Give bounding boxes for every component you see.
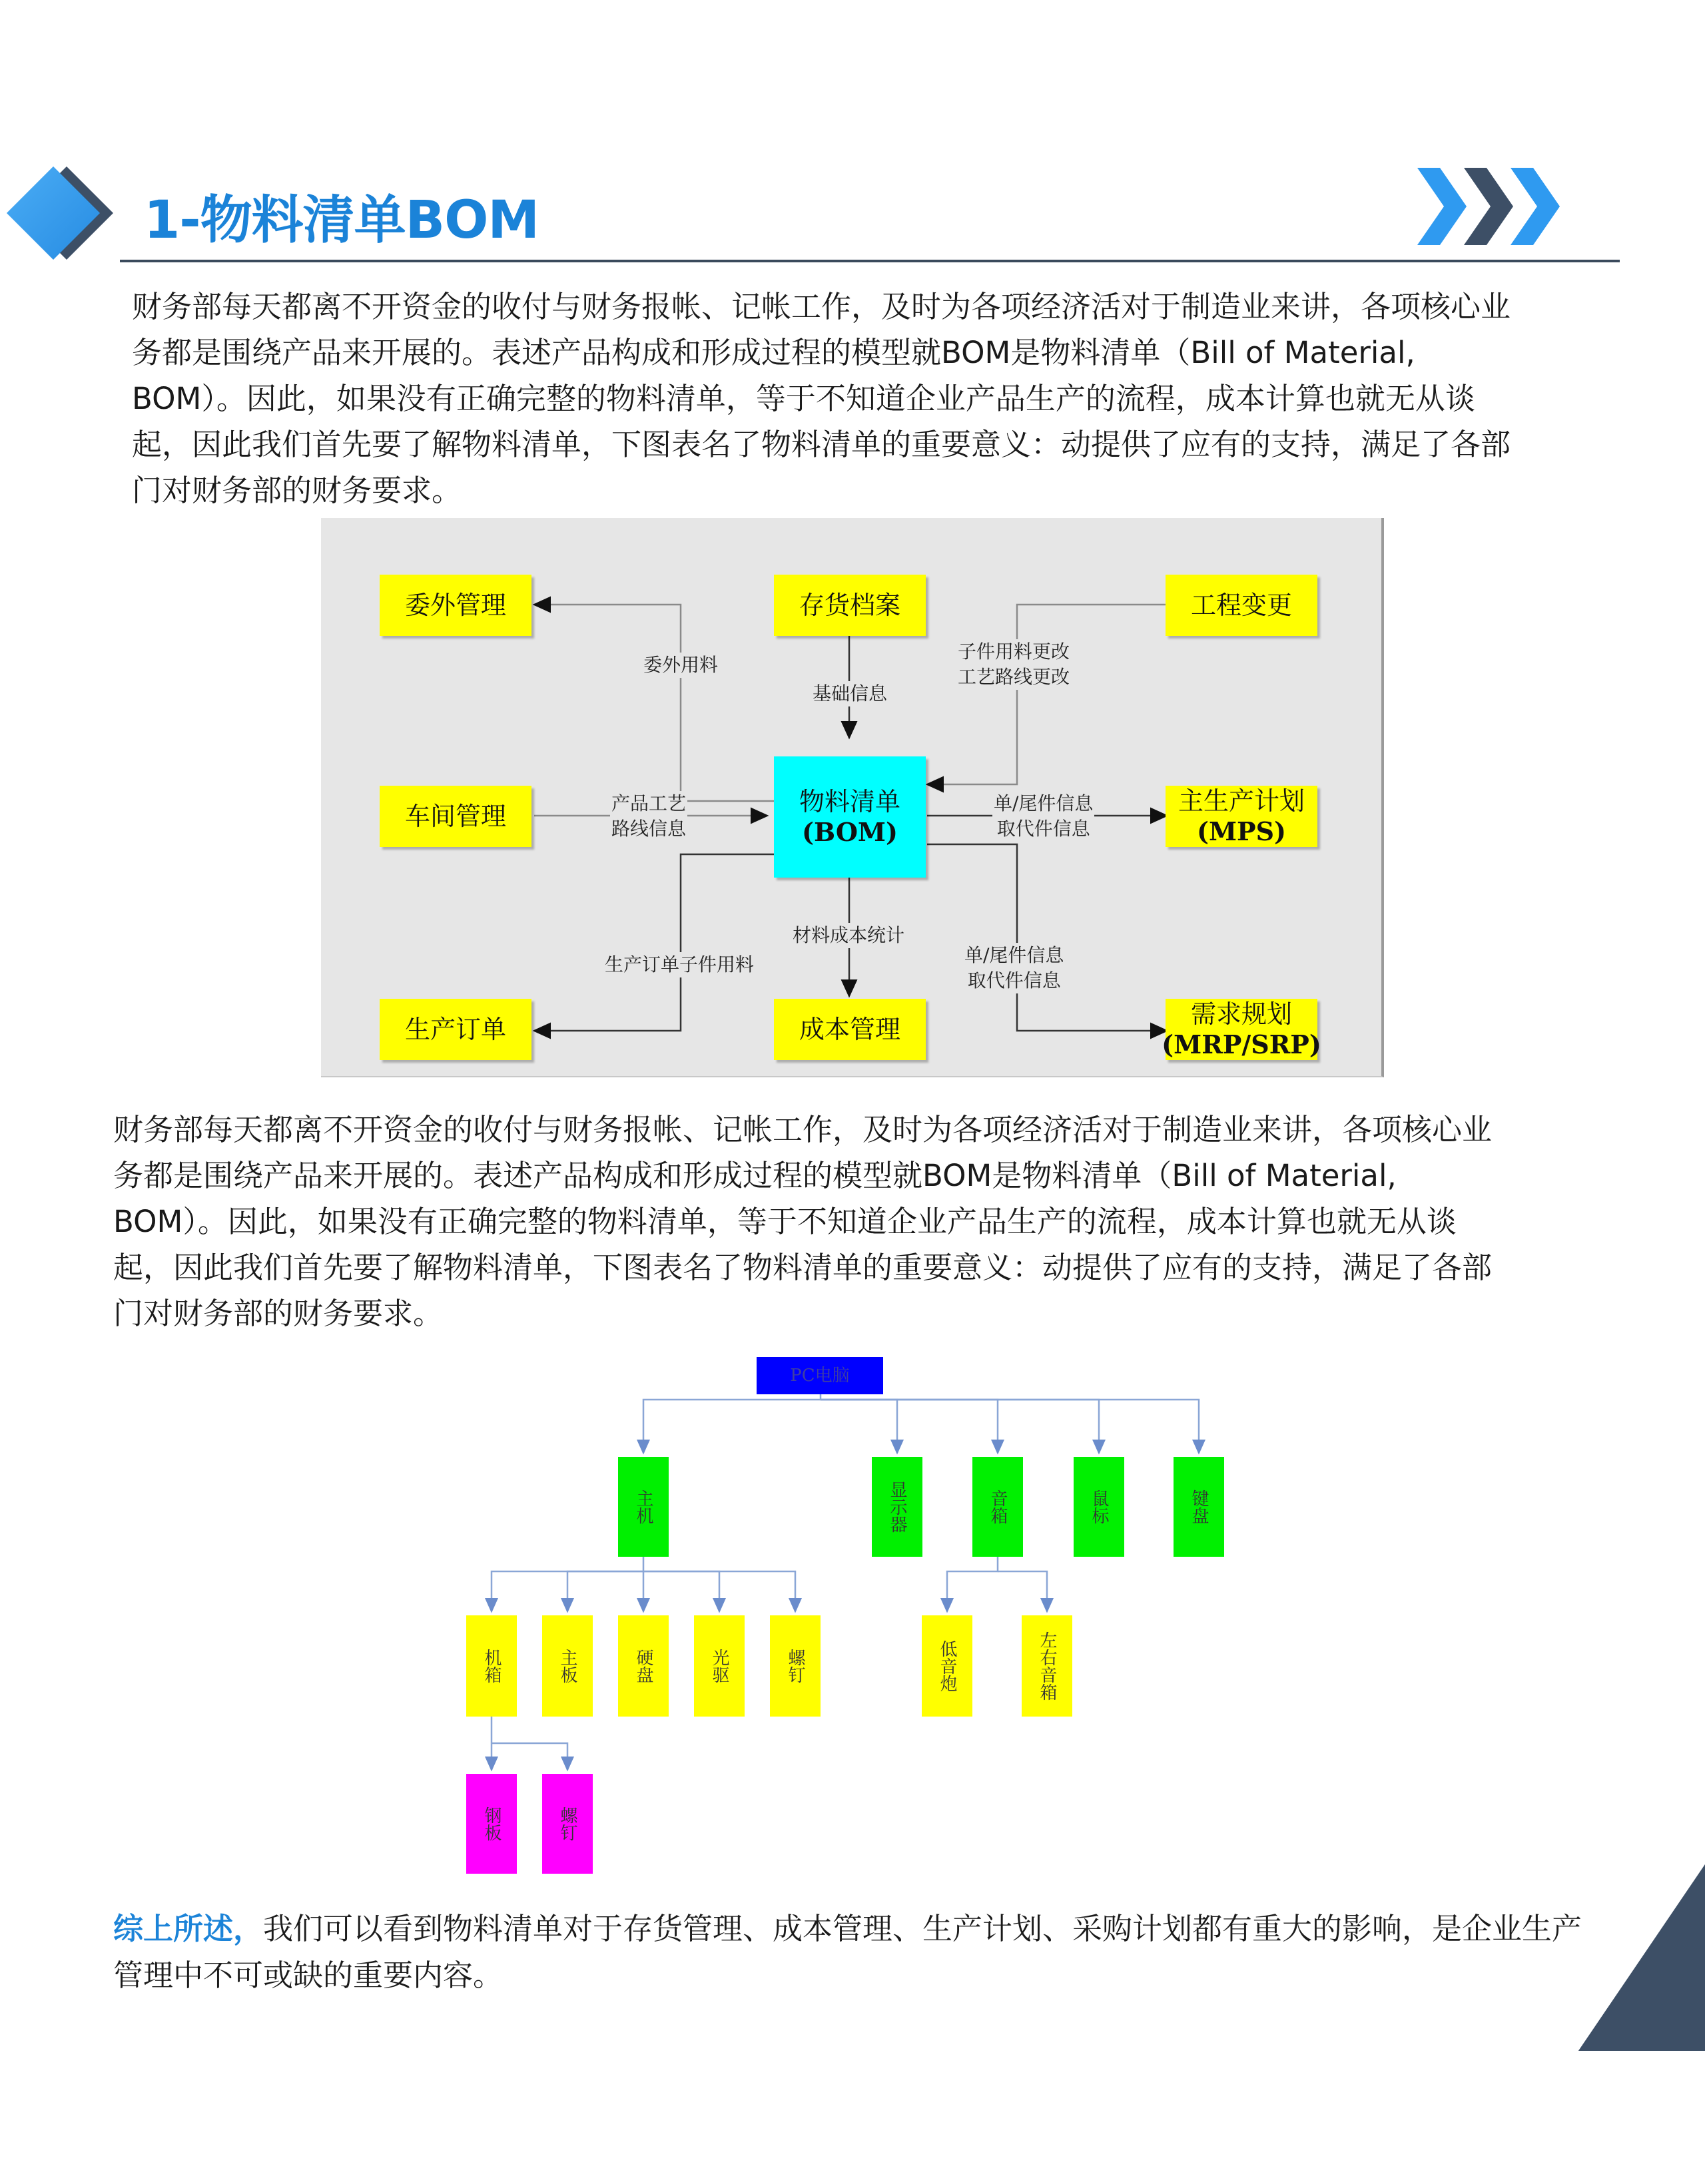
edge-label-mrp-info (963, 943, 1065, 993)
paragraph-line: 门对财务部的财务要求。 (132, 473, 462, 508)
node-label: 委外管理 (404, 591, 506, 620)
node-outsourcing (380, 575, 531, 636)
node-label: 存货档案 (799, 591, 900, 620)
node-label: 鼠标 (1089, 1490, 1109, 1524)
edge-label-route-info (610, 791, 687, 842)
node-inventory (774, 575, 926, 636)
edge-label-cost-stats: 材料成本统计 (791, 923, 906, 948)
summary-highlight: 综上所述， (113, 1911, 264, 1946)
paragraph-line: BOM）。因此，如果没有正确完整的物料清单，等于不知道企业产品生产的流程，成本计算也就无从谈 (132, 381, 1475, 416)
paragraph-line: 财务部每天都离不开资金的收付与财务报帐、记帐工作，及时为各项经济活对于制造业来讲，各项核心业 (132, 289, 1511, 324)
edge-label-basic-info: 基础信息 (811, 681, 888, 706)
node-label: 键盘 (1189, 1490, 1209, 1524)
node-mrp (1162, 999, 1321, 1060)
node-label: 成本管理 (799, 1015, 900, 1044)
node-label: 机箱 (482, 1649, 502, 1683)
node-label: 工程变更 (1190, 591, 1292, 620)
paragraph-line: 务都是围绕产品来开展的。表述产品构成和形成过程的模型就BOM是物料清单（Bill of Material, (113, 1158, 1397, 1193)
intro-paragraph-1 (132, 284, 1609, 513)
node-label: 硬盘 (633, 1649, 653, 1683)
tree-node-host (618, 1457, 669, 1557)
tree-node-optical-drive (694, 1615, 745, 1717)
pc-bom-tree-diagram (453, 1352, 1252, 1884)
edge-label-line: 产品工艺 (611, 792, 687, 814)
node-label: 螺钉 (557, 1806, 577, 1841)
node-label: 主生产计划 (1178, 786, 1305, 816)
tree-node-screw (770, 1615, 821, 1717)
edge-label-line: 子件用料更改 (958, 641, 1070, 663)
corner-triangle-decoration (1578, 1864, 1705, 2184)
summary-paragraph (113, 1906, 1590, 1999)
node-label: 物料清单 (799, 787, 900, 816)
node-label: 需求规划 (1190, 999, 1292, 1029)
node-production-order (380, 999, 531, 1060)
edge-label-line: 单/尾件信息 (964, 944, 1064, 966)
node-label: 主机 (633, 1490, 653, 1524)
edge-label-line: 取代件信息 (967, 969, 1061, 991)
edge-label-engineering-change (956, 639, 1071, 690)
tree-node-subwoofer (922, 1615, 972, 1717)
tree-node-lr-speakers (1022, 1615, 1072, 1717)
edge-label-mps-info (992, 791, 1094, 842)
tree-node-speaker (972, 1457, 1023, 1557)
bom-relationship-diagram (321, 518, 1384, 1077)
page-title: 1-物料清单BOM (144, 190, 539, 250)
node-label: PC电脑 (790, 1366, 850, 1386)
edge-label-line: 取代件信息 (996, 818, 1090, 840)
tree-node-mouse (1074, 1457, 1124, 1557)
tree-node-keyboard (1174, 1457, 1224, 1557)
node-cost (774, 999, 926, 1060)
node-label: (MPS) (1196, 816, 1287, 846)
edge-label-line: 单/尾件信息 (994, 792, 1094, 814)
node-label: 钢板 (482, 1806, 502, 1841)
chevrons-icon (1415, 168, 1568, 245)
intro-paragraph-2 (113, 1107, 1590, 1336)
node-label: 左右音箱 (1037, 1631, 1057, 1701)
edge-label-outsourced-material: 委外用料 (642, 653, 719, 678)
node-label: 光驱 (709, 1649, 729, 1683)
header-divider (120, 260, 1620, 262)
edge-label-order-components: 生产订单子件用料 (603, 952, 755, 977)
node-bom (774, 756, 926, 878)
header-diamond-icon (0, 160, 133, 266)
node-label: 低音炮 (937, 1640, 957, 1692)
summary-text: 我们可以看到物料清单对于存货管理、成本管理、生产计划、采购计划都有重大的影响，是企业生产管理中不可或缺的重要内容。 (113, 1911, 1582, 1993)
node-label: 音箱 (988, 1490, 1008, 1524)
node-label: (MRP/SRP) (1162, 1029, 1321, 1059)
tree-node-monitor (872, 1457, 922, 1557)
node-label: (BOM) (802, 817, 898, 847)
node-label: 车间管理 (404, 802, 506, 831)
node-label: 显示器 (887, 1481, 907, 1533)
paragraph-line: 起，因此我们首先要了解物料清单，下图表名了物料清单的重要意义：动提供了应有的支持，满足了各部 (132, 427, 1511, 462)
paragraph-line: BOM）。因此，如果没有正确完整的物料清单，等于不知道企业产品生产的流程，成本计算也就无从谈 (113, 1204, 1457, 1239)
node-engineering-change (1166, 575, 1317, 636)
paragraph-line: 务都是围绕产品来开展的。表述产品构成和形成过程的模型就BOM是物料清单（Bill of Material, (132, 335, 1415, 370)
node-mps (1166, 786, 1317, 847)
tree-node-case (466, 1615, 517, 1717)
node-label: 螺钉 (785, 1649, 805, 1683)
tree-node-root (757, 1357, 883, 1394)
paragraph-line: 财务部每天都离不开资金的收付与财务报帐、记帐工作，及时为各项经济活对于制造业来讲，各项核心业 (113, 1112, 1493, 1147)
tree-node-steel-plate (466, 1774, 517, 1874)
paragraph-line: 门对财务部的财务要求。 (113, 1296, 444, 1331)
node-label: 生产订单 (404, 1015, 506, 1044)
node-workshop (380, 786, 531, 847)
tree-node-motherboard (542, 1615, 593, 1717)
tree-node-case-screw (542, 1774, 593, 1874)
edge-label-line: 路线信息 (611, 818, 687, 840)
paragraph-line: 起，因此我们首先要了解物料清单，下图表名了物料清单的重要意义：动提供了应有的支持，满足了各部 (113, 1250, 1493, 1285)
node-label: 主板 (557, 1649, 577, 1683)
tree-node-harddisk (618, 1615, 669, 1717)
edge-label-line: 工艺路线更改 (958, 666, 1070, 688)
